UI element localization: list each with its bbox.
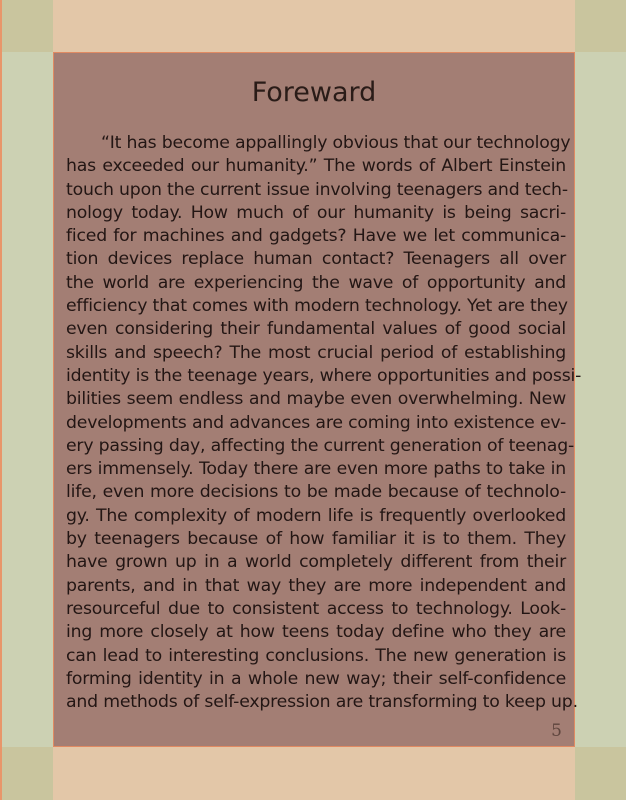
paragraph-line: and methods of self-expression are transforming to keep up. [66,692,578,713]
paragraph-line: forming identity in a whole new way; their self-confidence [66,668,566,689]
content-panel [53,52,582,747]
paragraph-line: ing more closely at how teens today define who they are [66,622,566,643]
paragraph-line: parents, and in that way they are more independent and [66,575,566,596]
paragraph-line: ficed for machines and gadgets? Have we let communica- [66,226,566,247]
paragraph-line: by teenagers because of how familiar it is to them. They [66,529,566,550]
paragraph-line: ery passing day, affecting the current generation of teenag- [66,435,574,456]
paragraph-line: can lead to interesting conclusions. The new generation is [66,645,566,666]
bottom-band [53,747,575,800]
paragraph-line: even considering their fundamental values of good social [66,319,566,340]
paragraph-line: efficiency that comes with modern technology. Yet are they [66,296,568,317]
paragraph-line: “It has become appallingly obvious that our technology [101,133,571,153]
paragraph-line: developments and advances are coming into existence ev- [66,412,566,433]
paragraph-line: gy. The complexity of modern life is frequently overlooked [66,505,566,526]
paragraph-line: skills and speech? The most crucial period of establishing [66,342,566,363]
paragraph-line: identity is the teenage years, where opportunities and possi- [66,365,582,386]
paragraph-line: nology today. How much of our humanity is being sacri- [66,202,566,223]
paragraph-line: has exceeded our humanity.” The words of Albert Einstein [66,156,566,177]
paragraph-line: life, even more decisions to be made because of technolo- [66,482,566,503]
top-band [53,0,575,52]
paragraph-line: have grown up in a world completely different from their [66,552,566,573]
paragraph-line: the world are experiencing the wave of opportunity and [66,272,566,293]
paragraph-line: tion devices replace human contact? Teenagers all over [66,249,566,270]
corner-block-bottom-left [0,747,53,800]
paragraph-line: resourceful due to consistent access to technology. Look- [66,598,566,619]
page-number: 5 [551,721,562,741]
body-paragraph [66,132,582,714]
corner-block-bottom-right [575,747,626,800]
left-edge-line [0,0,2,800]
page-title: Foreward [251,77,377,108]
corner-block-top-left [0,0,53,52]
paragraph-line: ers immensely. Today there are even more paths to take in [66,459,566,480]
paragraph-line: bilities seem endless and maybe even overwhelming. New [66,389,566,410]
corner-block-top-right [575,0,626,52]
paragraph-line: touch upon the current issue involving teenagers and tech- [66,179,568,200]
